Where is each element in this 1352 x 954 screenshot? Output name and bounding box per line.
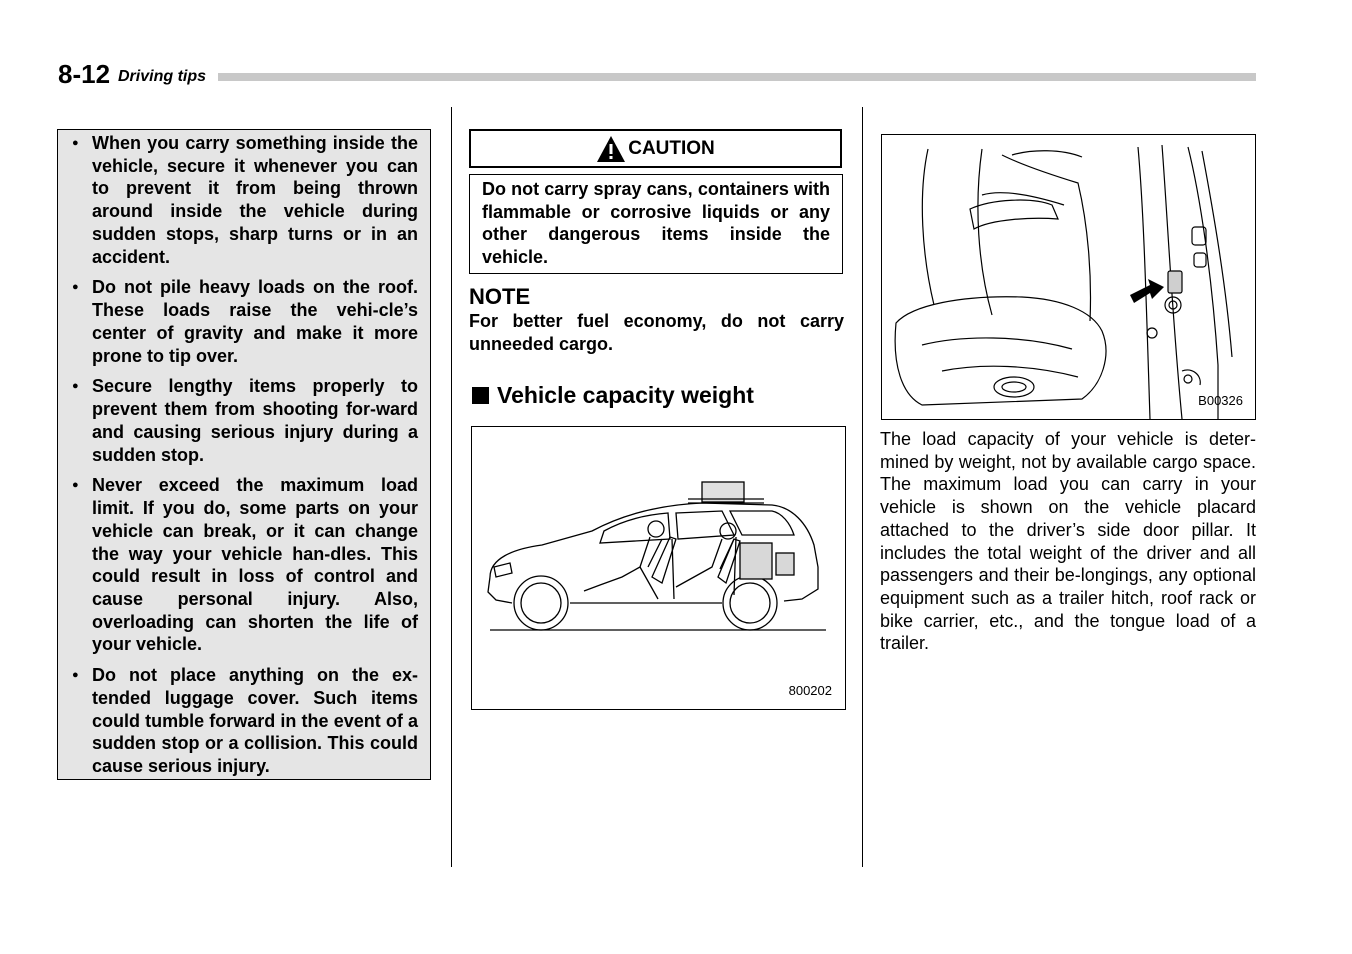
column-divider-left	[451, 107, 452, 867]
square-bullet-icon	[472, 387, 489, 404]
tip-item: ● Secure lengthy items properly to prevent them from shooting for-ward and causing serious injury during a sudden stop.	[72, 375, 418, 466]
tip-item: ● When you carry something inside the vehicle, secure it whenever you can to prevent it from being thrown around inside the vehicle during sudden stops, sharp turns or in an accident.	[72, 132, 418, 268]
section-title: Driving tips	[118, 68, 207, 85]
page-number: 8-12	[58, 59, 111, 89]
load-capacity-paragraph: The load capacity of your vehicle is deter-mined by weight, not by available cargo space. The maximum load you can carry in your vehicle is shown on the vehicle placard attached to the driver’s side door pillar. It includes the total weight of the driver and all passengers and their be-longings, any optional equipment such as a trailer hitch, roof rack or bike carrier, etc., and the tongue load of a trailer.	[880, 429, 1256, 654]
tips-box	[57, 129, 431, 780]
note-text: For better fuel economy, do not carry unneeded cargo.	[469, 311, 844, 354]
car-illustration	[472, 427, 845, 709]
tip-item: ● Do not pile heavy loads on the roof. These loads raise the vehi-cle’s center of gravity and make it more prone to tip over.	[72, 276, 418, 367]
door-pillar-illustration	[881, 134, 1256, 420]
vehicle-capacity-heading	[472, 381, 754, 409]
figure-code: 800202	[788, 683, 832, 698]
vehicle-capacity-title: Vehicle capacity weight	[497, 382, 754, 408]
vehicle-load-illustration	[471, 426, 846, 710]
seat-pillar-illustration	[882, 135, 1255, 419]
warning-triangle-icon	[596, 135, 626, 163]
figure-code: B00326	[1198, 393, 1243, 408]
tip-item: ● Never exceed the maximum load limit. If you do, some parts on your vehicle can break, or it can change the way your vehicle han-dles. This could result in loss of control and cause personal injury. Also, overloading can shorten the life of your vehicle.	[72, 474, 418, 656]
caution-label: CAUTION	[628, 137, 715, 159]
caution-header	[469, 129, 842, 168]
caution-text: Do not carry spray cans, containers with flammable or corrosive liquids or any other dangerous items inside the vehicle.	[469, 174, 843, 274]
header-rule	[218, 73, 1256, 81]
note-title: NOTE	[469, 284, 531, 309]
tips-list	[72, 132, 418, 778]
column-divider-right	[862, 107, 863, 867]
tip-item: ● Do not place anything on the ex-tended luggage cover. Such items could tumble forward in the event of a sudden stop or a collision. This could cause serious injury.	[72, 664, 418, 778]
